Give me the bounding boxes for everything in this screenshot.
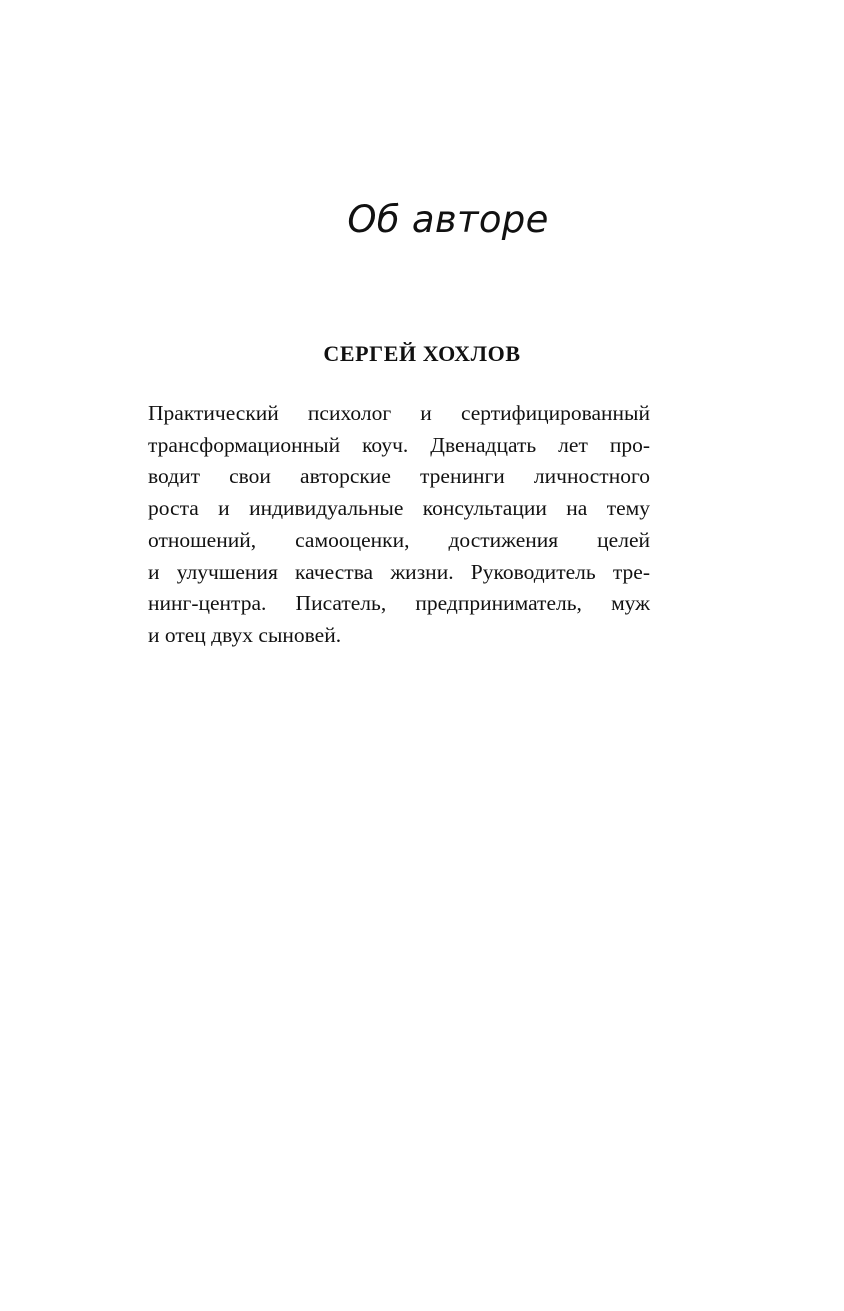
bio-line: и улучшения качества жизни. Руководитель тре-	[148, 559, 650, 584]
chapter-title: Об авторе	[347, 198, 549, 241]
bio-line: и отец двух сыновей.	[148, 622, 342, 647]
bio-line: Практический психолог и сертифицированный	[148, 401, 650, 425]
author-name: СЕРГЕЙ ХОХЛОВ	[323, 341, 521, 366]
bio-line: роста и индивидуальные консультации на тему	[148, 496, 650, 521]
bio-line: нинг-центра. Писатель, предприниматель, муж	[148, 591, 650, 616]
author-bio	[148, 398, 650, 652]
bio-line: трансформационный коуч. Двенадцать лет про-	[148, 432, 650, 457]
bio-line: водит свои авторские тренинги личностного	[148, 464, 650, 489]
bio-line: отношений, самооценки, достижения целей	[148, 527, 650, 552]
